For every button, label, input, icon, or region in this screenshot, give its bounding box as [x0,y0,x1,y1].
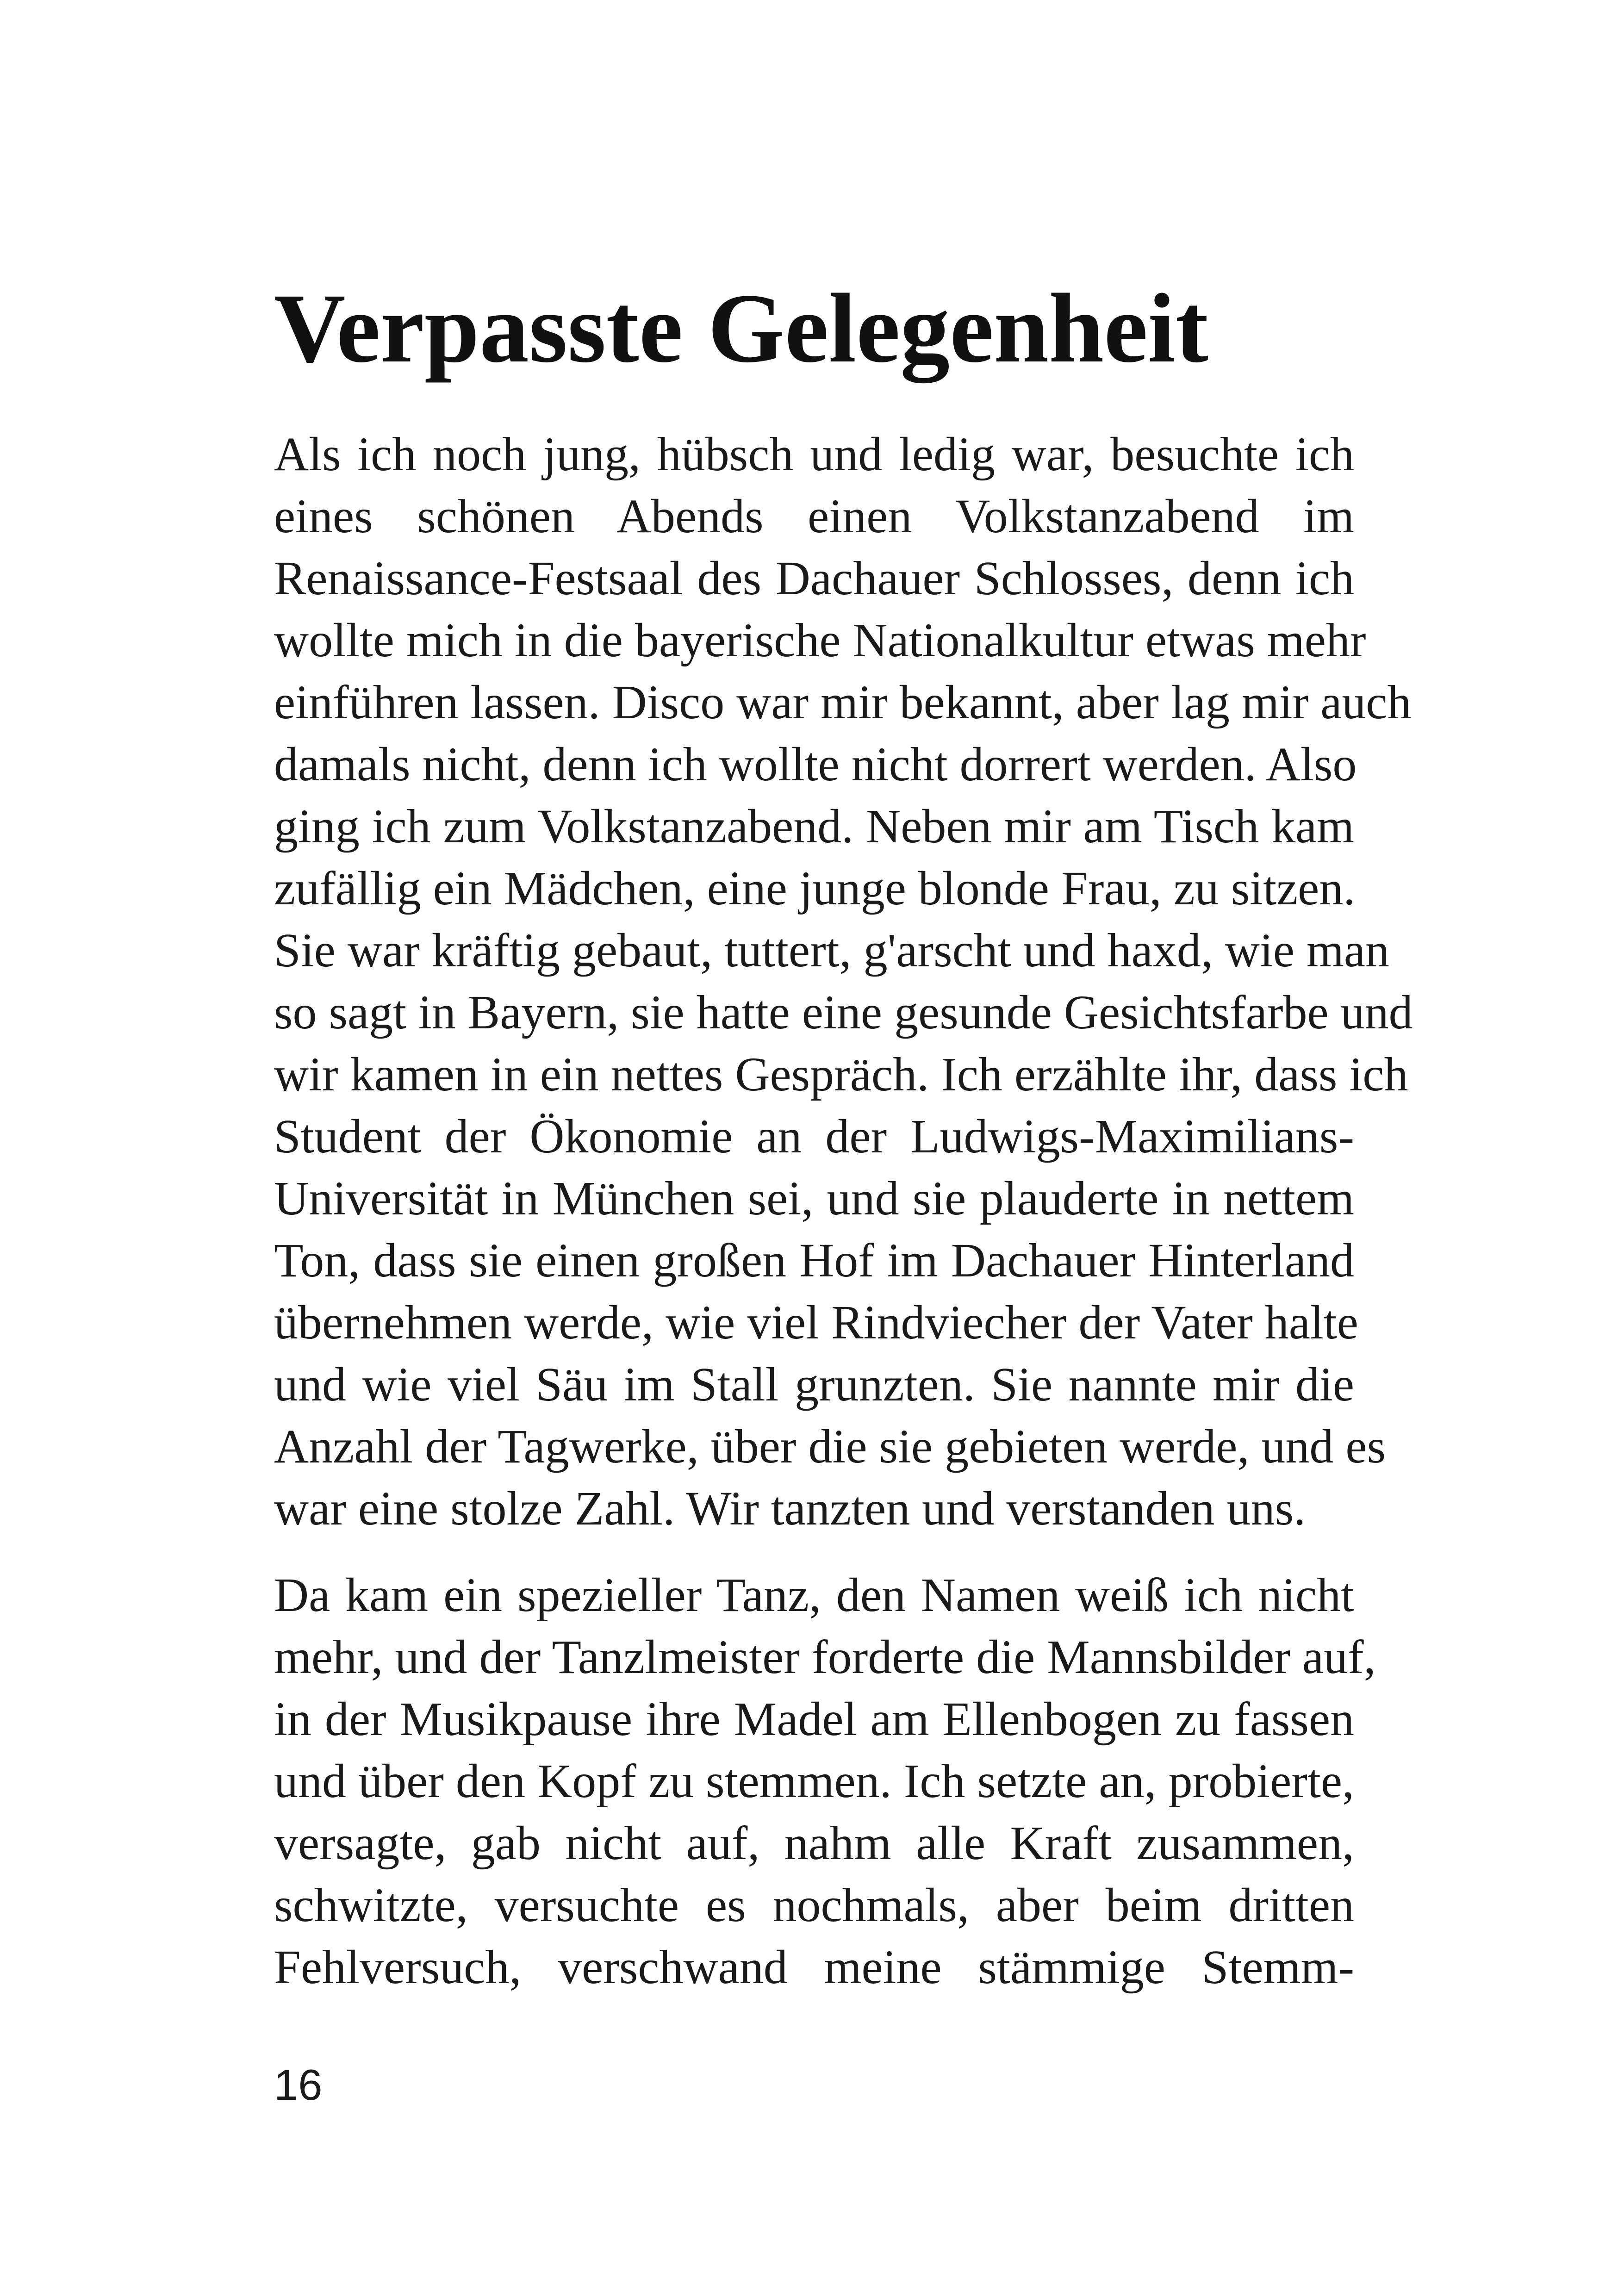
text-line: Fehlversuch, verschwand meine stämmige Stemm- [274,1941,1354,1994]
text-line: Student der Ökonomie an der Ludwigs-Maximilians- [274,1110,1354,1163]
text-line: eines schönen Abends einen Volkstanzabend im [274,490,1354,543]
text-line: Da kam ein spezieller Tanz, den Namen weiß ich nicht [274,1568,1354,1622]
text-line: wollte mich in die bayerische Nationalkultur etwas mehr [274,614,1366,667]
text-line: schwitzte, versuchte es nochmals, aber beim dritten [274,1879,1354,1932]
text-line: Ton, dass sie einen großen Hof im Dachauer Hinterland [274,1234,1354,1287]
text-line: Renaissance-Festsaal des Dachauer Schlosses, denn ich [274,552,1354,605]
text-line: einführen lassen. Disco war mir bekannt, aber lag mir auch [274,676,1412,729]
text-line: übernehmen werde, wie viel Rindviecher der Vater halte [274,1296,1358,1349]
text-line: damals nicht, denn ich wollte nicht dorrert werden. Also [274,738,1357,791]
text-line: ging ich zum Volkstanzabend. Neben mir am Tisch kam [274,800,1354,853]
text-line: Als ich noch jung, hübsch und ledig war, besuchte ich [274,428,1354,481]
text-line: und über den Kopf zu stemmen. Ich setzte an, probierte, [274,1755,1354,1808]
chapter-title: Verpasste Gelegenheit [274,274,1208,383]
text-line: zufällig ein Mädchen, eine junge blonde Frau, zu sitzen. [274,862,1356,915]
text-line: Anzahl der Tagwerke, über die sie gebieten werde, und es [274,1420,1386,1473]
text-line: und wie viel Säu im Stall grunzten. Sie nannte mir die [274,1358,1354,1411]
text-line: versagte, gab nicht auf, nahm alle Kraft zusammen, [274,1817,1354,1870]
text-line: Sie war kräftig gebaut, tuttert, g'arscht und haxd, wie man [274,924,1390,977]
text-line: wir kamen in ein nettes Gespräch. Ich erzählte ihr, dass ich [274,1048,1408,1101]
paragraph-2 [274,1564,1376,1998]
text-line: so sagt in Bayern, sie hatte eine gesunde Gesichtsfarbe und [274,986,1413,1039]
paragraph-1 [274,423,1413,1540]
page-number: 16 [274,2060,323,2109]
text-line: war eine stolze Zahl. Wir tanzten und verstanden uns. [274,1482,1306,1535]
text-line: Universität in München sei, und sie plauderte in nettem [274,1172,1354,1225]
text-line: in der Musikpause ihre Madel am Ellenbogen zu fassen [274,1692,1354,1746]
text-line: mehr, und der Tanzlmeister forderte die Mannsbilder auf, [274,1630,1376,1684]
